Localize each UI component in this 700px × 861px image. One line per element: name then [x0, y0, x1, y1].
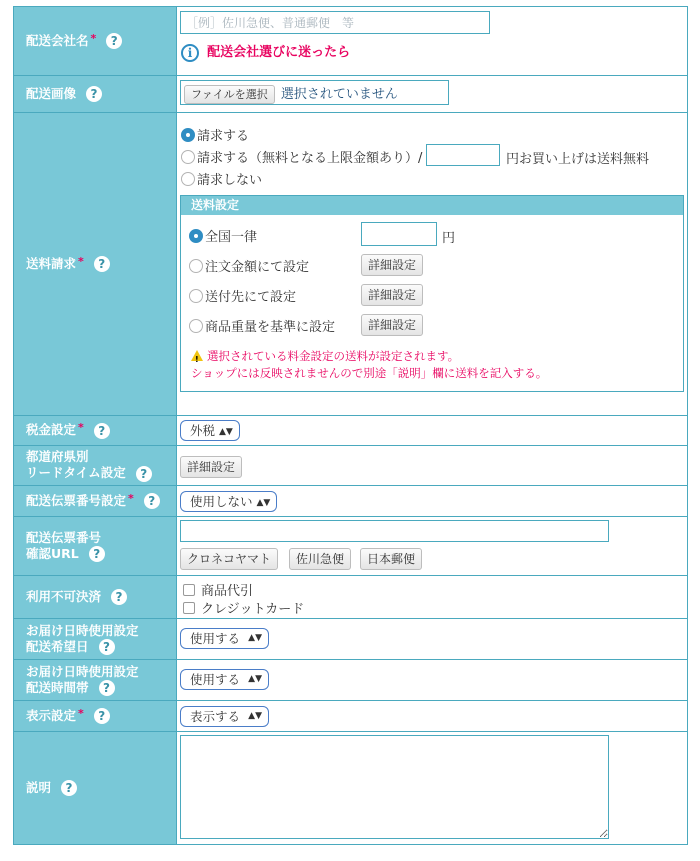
delivery-time-select[interactable]: 使用する ▲▼ — [180, 669, 269, 690]
help-icon[interactable]: ? — [111, 589, 127, 605]
label-unavailable-payment: 利用不可決済 ? — [14, 576, 177, 619]
label-lead-time: 都道府県別 リードタイム設定 ? — [14, 446, 177, 486]
required-mark: * — [128, 491, 134, 505]
carrier-button-japanpost[interactable]: 日本郵便 — [360, 548, 422, 570]
radio-selected-icon[interactable] — [189, 229, 203, 243]
tracking-select[interactable]: 使用しない ▲▼ — [180, 491, 277, 512]
radio-selected-icon[interactable] — [181, 128, 195, 142]
company-name-input[interactable] — [180, 11, 490, 34]
help-icon[interactable]: ? — [94, 423, 110, 439]
row-image — [14, 76, 688, 113]
label-delivery-time: お届け日時使用設定 配送時間帯 ? — [14, 660, 177, 701]
help-icon[interactable]: ? — [106, 33, 122, 49]
shipping-settings-table — [13, 6, 688, 845]
checkbox-icon[interactable] — [183, 584, 195, 596]
label-display: 表示設定 * ? — [14, 701, 177, 732]
shipping-rate-panel — [180, 195, 684, 392]
select-arrow-icon: ▲▼ — [219, 427, 233, 437]
detail-button-weight[interactable]: 詳細設定 — [361, 314, 423, 336]
row-delivery-date — [14, 619, 688, 660]
required-mark: * — [78, 421, 84, 434]
choose-file-button[interactable]: ファイルを選択 — [184, 85, 275, 104]
row-description — [14, 732, 688, 845]
yen-label: 円 — [442, 231, 456, 246]
row-unavailable-payment — [14, 576, 688, 619]
radio-icon[interactable] — [181, 150, 195, 164]
company-help-link[interactable]: 配送会社選びに迷ったら — [207, 45, 351, 60]
select-arrow-icon: ▲▼ — [248, 633, 262, 643]
help-icon[interactable]: ? — [94, 708, 110, 724]
image-file-input[interactable] — [180, 80, 449, 105]
radio-icon[interactable] — [189, 319, 203, 333]
row-lead-time — [14, 446, 688, 486]
required-mark: * — [90, 31, 97, 45]
row-tax — [14, 416, 688, 446]
carrier-button-sagawa[interactable]: 佐川急便 — [289, 548, 351, 570]
help-icon[interactable]: ? — [61, 780, 77, 796]
label-shipping-fee: 送料請求 * ? — [14, 113, 177, 416]
row-tracking-url — [14, 517, 688, 576]
help-icon[interactable]: ? — [144, 493, 160, 509]
label-tax: 税金設定 * ? — [14, 416, 177, 446]
warning-message: !選択されている料金設定の送料が設定されます。 ショップには反映されませんので別途「説明」欄に送料を記入する。 — [191, 348, 547, 382]
help-icon[interactable]: ? — [99, 680, 115, 696]
label-tracking: 配送伝票番号設定 * ? — [14, 486, 177, 517]
fee-option-charge-with-limit[interactable]: 請求する（無料となる上限金額あり）/ — [181, 147, 422, 166]
fee-option-charge[interactable]: 請求する — [181, 125, 249, 144]
help-icon[interactable]: ? — [86, 86, 102, 102]
required-mark: * — [78, 706, 84, 720]
fee-option-no-charge[interactable]: 請求しない — [181, 169, 262, 188]
row-shipping-fee — [14, 113, 688, 416]
carrier-button-yamato[interactable]: クロネコヤマト — [180, 548, 278, 570]
radio-icon[interactable] — [189, 259, 203, 273]
lead-time-detail-button[interactable]: 詳細設定 — [180, 456, 242, 478]
detail-button-order-amount[interactable]: 詳細設定 — [361, 254, 423, 276]
select-arrow-icon: ▲▼ — [248, 674, 262, 684]
description-textarea[interactable] — [180, 735, 609, 839]
rate-option-weight[interactable]: 商品重量を基準に設定 — [189, 316, 335, 335]
row-display — [14, 701, 688, 732]
panel-title: 送料設定 — [181, 196, 683, 215]
row-tracking — [14, 486, 688, 517]
row-delivery-time — [14, 660, 688, 701]
label-company: 配送会社名 * ? — [14, 7, 177, 76]
warning-icon — [191, 350, 203, 361]
rate-option-order-amount[interactable]: 注文金額にて設定 — [189, 256, 309, 275]
radio-icon[interactable] — [189, 289, 203, 303]
help-icon[interactable]: ? — [136, 466, 152, 482]
file-status: 選択されていません — [280, 87, 398, 102]
select-arrow-icon: ▲▼ — [248, 711, 262, 721]
delivery-date-select[interactable]: 使用する ▲▼ — [180, 628, 269, 649]
row-company — [14, 7, 688, 76]
free-suffix: 円お買い上げは送料無料 — [506, 152, 650, 167]
flat-rate-input[interactable] — [361, 222, 437, 246]
tax-select[interactable]: 外税 ▲▼ — [180, 420, 240, 441]
radio-icon[interactable] — [181, 172, 195, 186]
label-image: 配送画像 ? — [14, 76, 177, 113]
tracking-url-input[interactable] — [180, 520, 609, 542]
payment-option-cod[interactable]: 商品代引 — [183, 580, 253, 599]
label-delivery-date: お届け日時使用設定 配送希望日 ? — [14, 619, 177, 660]
select-arrow-icon: ▲▼ — [256, 498, 271, 508]
help-icon[interactable]: ? — [89, 546, 105, 562]
info-icon: i — [181, 44, 199, 62]
free-threshold-input[interactable] — [426, 144, 500, 166]
checkbox-icon[interactable] — [183, 602, 195, 614]
required-mark: * — [78, 254, 84, 268]
rate-option-destination[interactable]: 送付先にて設定 — [189, 286, 296, 305]
payment-option-credit[interactable]: クレジットカード — [183, 598, 304, 617]
help-icon[interactable]: ? — [94, 256, 110, 272]
label-description: 説明 ? — [14, 732, 177, 845]
detail-button-destination[interactable]: 詳細設定 — [361, 284, 423, 306]
display-select[interactable]: 表示する ▲▼ — [180, 706, 269, 727]
help-icon[interactable]: ? — [99, 639, 115, 655]
rate-option-flat[interactable]: 全国一律 — [189, 226, 257, 245]
company-help — [181, 41, 350, 62]
label-tracking-url: 配送伝票番号 確認URL ? — [14, 517, 177, 576]
